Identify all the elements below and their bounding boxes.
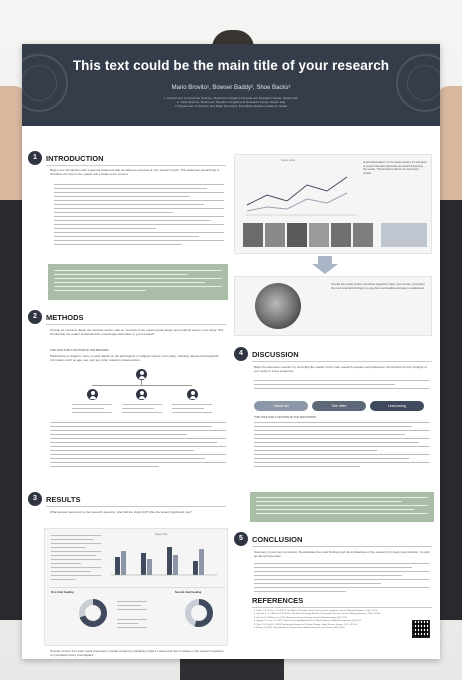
introduction-bullets [54,184,224,248]
section-number-5: 5 [234,532,248,546]
series-line [247,193,347,211]
methods-body-text [50,422,226,470]
results-overall-note: Overall, the results section should be organized, clear, and concise, presenting the most important findings in a way that is accessible and easy to understand. [331,283,425,290]
section-rule [46,165,226,166]
discussion-paragraph [254,422,430,470]
flow-step-1: Visual aid [254,401,308,411]
arrow-down-icon [312,264,338,274]
section-rule [46,506,226,507]
section-number-4: 4 [234,347,248,361]
methods-participants-text: Participants or subjects: Next, provide details on the participants or subjects used in your study, including relevant demographic information such as age, sex, and any other relevant characteristics. [50,354,219,363]
references-heading: REFERENCES [252,596,304,605]
figure-name: Figure name [281,159,296,162]
chart-bar [199,549,204,575]
participant-icon [87,389,98,400]
donut-label [117,601,147,613]
references-list [254,610,406,630]
reference-item: 4. Nguyen, H. & Lee, C. (2022). Machine Learning Approaches in Clinical Diagnosis. Applied Computing, 5(3), 80-91. [254,620,362,623]
discussion-heading: DISCUSSION [252,350,299,359]
participant-group-text [72,404,112,416]
discussion-body-text [254,380,430,392]
introduction-text: Begin your introduction with a general statement that provides an overview of your research topic. This statement should help to introduce the topic to the reader and provide some context. [50,168,220,177]
image-thumbnail [381,223,427,247]
section-rule [46,324,226,325]
results-bar-chart [107,539,223,583]
microscopy-panel [234,276,432,336]
chart-bar [173,555,178,575]
reference-item: 2. Johnson, L. K. & Brown, M. A. (2020). The Future of Energy: A Look at Renewable Sources. Journal of Energy Research, 15(2), 45-60. [254,613,381,616]
micrograph-image [353,223,373,247]
discussion-highlight-box [250,492,434,522]
micrograph-image [331,223,351,247]
participant-icon [187,389,198,400]
reference-item: 5. Chen, Y. & Patel, R. (2018). Exploring the Impacts of Climate Change. Global Science Review, 12(1), 101-115. [254,623,358,626]
interpretation-note: Avoid interpretation: In the results section, it's important to present the data objectively and avoid interpreting the results. That should be left for the discussion section. [363,161,427,175]
poster-title: This text could be the main title of your research [72,58,390,73]
poster [22,44,440,659]
right-sleeve [440,200,462,620]
figure-description [51,535,101,583]
conclusion-body-text [254,563,430,595]
discussion-subheading: THIS COULD BE A SECTION OF THE DISCUSSION [254,416,316,419]
results-heading: RESULTS [46,495,81,504]
micrograph-image [265,223,285,247]
second-chart-heading: Second chart heading [175,591,202,594]
conclusion-text: Summary of your key conclusion. Recapitulate the main findings and the implications of the research for theory and practice. It could go along these lines: [254,550,430,559]
introduction-heading: INTRODUCTION [46,154,104,163]
section-rule [252,546,432,547]
micrograph-image [243,223,263,247]
section-rule [252,607,432,608]
participant-group-text [172,404,212,416]
affiliation-1: 1. Department of Computer Science, Mushroom Kingdom Hospital and Research Center, Nepal, Italy [164,96,298,100]
line-chart [243,165,361,221]
reference-item: 1. Smith, J. A., & Doe, J. B. (2021). The Effects of Drinking Green Tea on Human Longevity. Journal of Medical Research, 10(1), 22-35. [254,610,379,612]
flow-step-3: Less boring [370,401,424,411]
discussion-text: Begin the discussion section by reminding the reader of the main research question and objectives. Summarize the key findings of your study in a few sentences. [254,365,427,374]
section-number-1: 1 [28,151,42,165]
conclusion-heading: CONCLUSION [252,535,303,544]
methods-heading: METHODS [46,313,84,322]
results-text: What answer was found to the research question; what did the study find? Was the tested hypothesis true? [50,510,192,514]
results-figure [44,528,228,646]
right-hand [437,86,462,214]
micrograph-image [309,223,329,247]
donut-label [117,619,147,631]
poster-header [22,44,440,126]
poster-authors: Mario Brovito¹, Bowser Baddy², Shoe Backs³ [171,85,291,91]
qr-code-icon [412,620,430,638]
chart-bar [193,561,198,575]
methods-text: Provide an overview. Begin the methods section with an overview of the experimental design and methods used in your study. This should help the reader understand the overall approach taken in your research. [50,328,224,337]
section-rule [252,361,432,362]
reference-item: 6. Wilson, D. (2020). The Importance of Open Data in Modern Research. Data Journal, 3(2), 40-52. [254,627,346,630]
chart-bar [147,559,152,575]
affiliation-3: 3. Department of Security and Flight Dynamics, Boundless Stadium Academy, Nepal [175,104,287,108]
flow-step-2: See often [312,401,366,411]
results-footer-text: Provide context: For each result presented, provide context by explaining what it means and how it relates to the research question or hypothesis being investigated. [50,649,224,658]
chart-bar [115,557,120,575]
second-donut-chart [183,597,215,629]
methods-subheading: THIS COULD BE A SECTION OF THE METHODS [50,349,109,352]
micrograph-image [287,223,307,247]
first-chart-heading: First chart heading [51,591,74,594]
chart-bar [121,551,126,575]
bar-group [115,547,204,575]
tree-connector [92,385,192,386]
figure-panel [234,154,432,254]
first-donut-chart [77,597,109,629]
participant-icon [136,389,147,400]
reference-item: 3. Garcia, R. & Williams, S. (2019). Advances in Gene Therapy. Journal of Biotechnology, 8(4), 12-25. [254,616,348,619]
section-number-2: 2 [28,310,42,324]
arrow-down-icon [318,256,332,264]
figure-title: Figure Title [155,533,168,536]
figure-divider [49,587,225,588]
participant-icon [136,369,147,380]
introduction-highlight-box [48,264,228,300]
section-number-3: 3 [28,492,42,506]
affiliation-2: 2. Turtle Science, Mushroom Kingdom Hospital and Research Center, Nepal, Italy [176,100,286,104]
participant-group-text [122,404,162,416]
left-sleeve [0,200,22,620]
chart-bar [141,553,146,575]
cell-micrograph [255,283,301,329]
chart-bar [167,547,172,575]
